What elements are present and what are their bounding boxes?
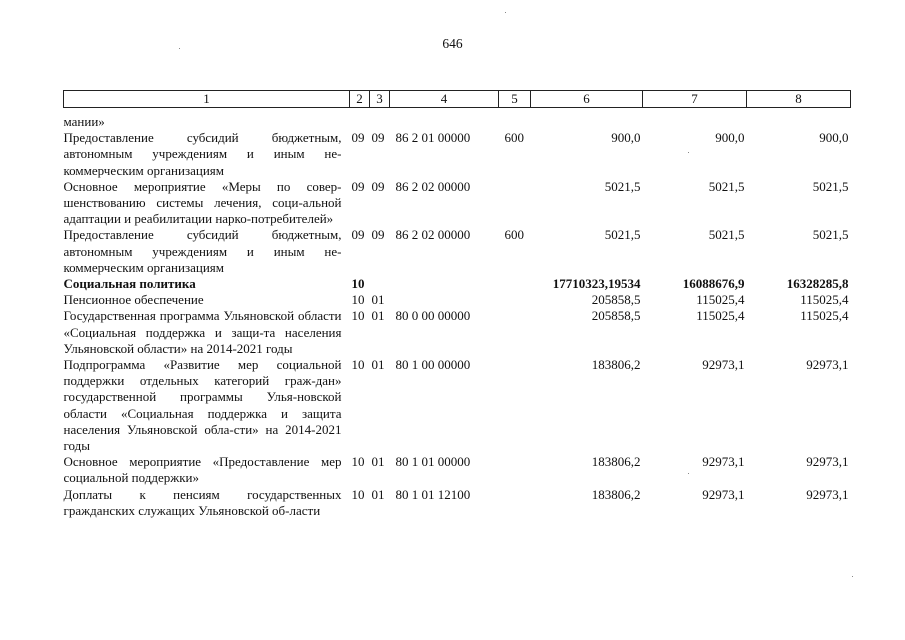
row-amount-1: 183806,2 — [591, 454, 641, 470]
row-amount-2: 115025,4 — [696, 308, 745, 324]
row-section-code: 10 — [351, 454, 365, 470]
row-target-article: 80 1 01 12100 — [395, 486, 471, 502]
row-amount-3: 16328285,8 — [786, 276, 849, 292]
row-target-article — [390, 108, 499, 131]
row-subsection-code — [370, 108, 390, 131]
row-name: Государственная программа Ульяновской области «Социальная поддержка и защи-та населения Ульяновской области» на 2014-2021 годы — [63, 308, 342, 356]
header-row — [64, 91, 851, 108]
row-amount-2 — [643, 108, 747, 131]
row-amount-1: 183806,2 — [591, 357, 641, 373]
row-name: Пенсионное обеспечение — [63, 292, 204, 308]
table-row — [64, 357, 851, 454]
header-cell-1: 1 — [64, 91, 350, 108]
row-subsection-code: 09 — [371, 130, 385, 146]
row-expense-type — [499, 179, 531, 228]
header-cell-8: 8 — [747, 91, 851, 108]
row-amount-3: 92973,1 — [806, 357, 849, 373]
row-subsection-code: 01 — [371, 486, 385, 502]
row-target-article: 80 1 00 00000 — [395, 357, 471, 373]
row-amount-1: 5021,5 — [604, 178, 641, 194]
budget-table — [63, 90, 851, 519]
header-cell-2: 2 — [350, 91, 370, 108]
row-section-code: 09 — [351, 178, 365, 194]
row-amount-1: 183806,2 — [591, 486, 641, 502]
row-section-code: 10 — [351, 292, 365, 308]
row-expense-type — [499, 357, 531, 454]
row-target-article — [390, 276, 499, 292]
row-expense-type — [499, 454, 531, 486]
row-amount-3: 115025,4 — [800, 308, 849, 324]
table-row — [64, 179, 851, 228]
header-cell-5: 5 — [499, 91, 531, 108]
row-amount-2: 92973,1 — [702, 454, 745, 470]
row-subsection-code: 01 — [371, 292, 385, 308]
table-row — [64, 487, 851, 519]
row-subsection-code: 01 — [371, 357, 385, 373]
table-body — [64, 108, 851, 520]
row-expense-type — [499, 108, 531, 131]
header-cell-4: 4 — [390, 91, 499, 108]
table-row — [64, 292, 851, 308]
row-target-article — [390, 292, 499, 308]
row-subsection-code: 01 — [371, 454, 385, 470]
row-amount-2: 115025,4 — [696, 292, 745, 308]
row-expense-type — [499, 308, 531, 357]
scan-speck — [688, 473, 689, 474]
row-expense-type: 600 — [504, 130, 524, 146]
table-row — [64, 276, 851, 292]
table-row — [64, 227, 851, 276]
row-expense-type — [499, 292, 531, 308]
row-amount-1 — [531, 108, 643, 131]
row-amount-1: 17710323,19534 — [552, 276, 641, 292]
row-name: Основное мероприятие «Предоставление мер социальной поддержки» — [63, 454, 342, 486]
row-subsection-code: 09 — [371, 178, 385, 194]
scan-speck — [179, 48, 180, 49]
scan-speck — [852, 576, 853, 577]
row-section-code: 10 — [351, 276, 365, 292]
row-amount-2: 5021,5 — [708, 227, 745, 243]
row-name: Основное мероприятие «Меры по совер-шенствованию системы лечения, соци-альной адаптации и реабилитации нарко-потребителей» — [63, 178, 342, 227]
row-expense-type — [499, 276, 531, 292]
row-section-code: 10 — [351, 357, 365, 373]
row-subsection-code: 09 — [371, 227, 385, 243]
row-subsection-code: 01 — [371, 308, 385, 324]
row-name: Доплаты к пенсиям государственных гражданских служащих Ульяновской об-ласти — [63, 486, 342, 518]
row-target-article: 80 1 01 00000 — [395, 454, 471, 470]
scan-speck — [688, 152, 689, 153]
row-amount-1: 205858,5 — [591, 292, 641, 308]
header-cell-3: 3 — [370, 91, 390, 108]
table-row — [64, 130, 851, 179]
row-target-article: 86 2 01 00000 — [395, 130, 471, 146]
row-amount-2: 92973,1 — [702, 357, 745, 373]
row-amount-3: 92973,1 — [806, 486, 849, 502]
row-amount-1: 205858,5 — [591, 308, 641, 324]
row-section-code: 10 — [351, 308, 365, 324]
row-target-article: 86 2 02 00000 — [395, 227, 471, 243]
row-amount-2: 92973,1 — [702, 486, 745, 502]
row-amount-2: 5021,5 — [708, 178, 745, 194]
header-cell-6: 6 — [531, 91, 643, 108]
table-row — [64, 108, 851, 131]
row-section-code: 09 — [351, 130, 365, 146]
row-amount-3: 5021,5 — [812, 227, 849, 243]
row-name: Предоставление субсидий бюджетным, автономным учреждениям и иным не-коммерческим организациям — [63, 227, 342, 275]
row-amount-3: 92973,1 — [806, 454, 849, 470]
row-amount-2: 16088676,9 — [682, 276, 745, 292]
row-section-code: 09 — [351, 227, 365, 243]
table-row — [64, 308, 851, 357]
row-subsection-code — [370, 276, 390, 292]
table-row — [64, 454, 851, 486]
header-cell-7: 7 — [643, 91, 747, 108]
row-amount-1: 5021,5 — [604, 227, 641, 243]
row-section-code — [350, 108, 370, 131]
row-name: Предоставление субсидий бюджетным, автономным учреждениям и иным не-коммерческим организациям — [63, 130, 342, 178]
row-amount-3 — [747, 108, 851, 131]
row-amount-2: 900,0 — [715, 130, 745, 146]
row-target-article: 86 2 02 00000 — [395, 178, 471, 194]
row-name: Социальная политика — [63, 276, 196, 292]
row-name: Подпрограмма «Развитие мер социальной поддержки отдельных категорий граж-дан» государственной программы Улья-новской области «Социальная поддержка и защита населения Ульяновской обла-сти» на 2014-2021 годы — [63, 357, 342, 454]
row-amount-1: 900,0 — [611, 130, 641, 146]
row-section-code: 10 — [351, 486, 365, 502]
page-number: 646 — [442, 36, 463, 51]
row-amount-3: 900,0 — [819, 130, 849, 146]
row-amount-3: 5021,5 — [812, 178, 849, 194]
row-target-article: 80 0 00 00000 — [395, 308, 471, 324]
row-expense-type: 600 — [504, 227, 524, 243]
row-amount-3: 115025,4 — [800, 292, 849, 308]
row-expense-type — [499, 487, 531, 519]
scan-speck — [505, 12, 506, 13]
row-name: мании» — [63, 114, 105, 129]
